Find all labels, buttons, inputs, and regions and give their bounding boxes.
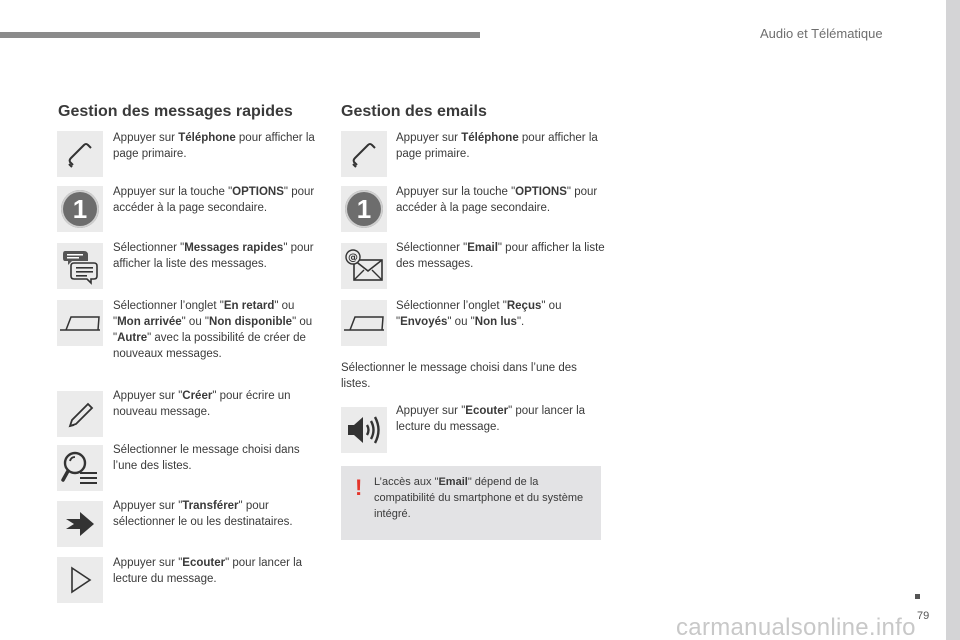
section-title-emails: Gestion des emails bbox=[341, 103, 487, 120]
right-step-1-text: Appuyer sur Téléphone pour afficher la page primaire. bbox=[396, 132, 598, 160]
left-step-5-text: Appuyer sur "Créer" pour écrire un nouveau message. bbox=[113, 390, 291, 418]
page-edge-strip bbox=[946, 0, 960, 640]
page-number: 79 bbox=[917, 610, 930, 622]
svg-text:@: @ bbox=[348, 252, 358, 264]
left-step-3-text: Sélectionner "Messages rapides" pour afficher la liste des messages. bbox=[113, 242, 314, 270]
left-step-1-text: Appuyer sur Téléphone pour afficher la page primaire. bbox=[113, 132, 315, 160]
header-title: Audio et Télématique bbox=[760, 26, 883, 41]
email-icon bbox=[341, 243, 387, 289]
watermark: carmanualsonline.info bbox=[676, 614, 916, 640]
phone-icon bbox=[341, 131, 387, 177]
right-step-2-text: Appuyer sur la touche "OPTIONS" pour accéder à la page secondaire. bbox=[396, 186, 598, 214]
pencil-icon bbox=[57, 391, 103, 437]
left-step-6-text: Sélectionner le message choisi dans l’une des listes. bbox=[113, 444, 300, 472]
section-title-quick-messages: Gestion des messages rapides bbox=[58, 103, 293, 120]
left-step-2-text: Appuyer sur la touche "OPTIONS" pour accéder à la page secondaire. bbox=[113, 186, 315, 214]
right-step-4-text: Sélectionner l’onglet "Reçus" ou "Envoyés" ou "Non lus". bbox=[396, 300, 562, 328]
step-number-badge: 1 bbox=[345, 190, 383, 228]
phone-icon bbox=[57, 131, 103, 177]
header-rule bbox=[0, 32, 480, 38]
right-step-5-text: Appuyer sur "Ecouter" pour lancer la lecture du message. bbox=[396, 405, 586, 433]
warning-icon: ! bbox=[355, 475, 363, 500]
quick-messages-icon bbox=[57, 243, 103, 289]
left-step-8-text: Appuyer sur "Ecouter" pour lancer la lecture du message. bbox=[113, 557, 303, 585]
search-list-icon bbox=[57, 445, 103, 491]
play-icon bbox=[57, 557, 103, 603]
tab-icon bbox=[57, 300, 103, 346]
forward-arrow-icon bbox=[57, 501, 103, 547]
page-marker bbox=[915, 594, 920, 599]
right-step-3-text: Sélectionner "Email" pour afficher la liste des messages. bbox=[396, 242, 605, 270]
tab-icon bbox=[341, 300, 387, 346]
speaker-icon bbox=[341, 407, 387, 453]
options-badge bbox=[57, 186, 103, 232]
right-plain-text: Sélectionner le message choisi dans l’une des listes. bbox=[341, 362, 577, 390]
options-badge bbox=[341, 186, 387, 232]
left-step-4-text: Sélectionner l’onglet "En retard" ou "Mon arrivée" ou "Non disponible" ou "Autre" avec la possibilité de créer de nouveaux messages. bbox=[113, 300, 313, 360]
step-number-badge: 1 bbox=[61, 190, 99, 228]
left-step-7-text: Appuyer sur "Transférer" pour sélectionner le ou les destinataires. bbox=[113, 500, 293, 528]
compatibility-note-text: L’accès aux "Email" dépend de la compatibilité du smartphone et du système intégré. bbox=[374, 476, 584, 520]
